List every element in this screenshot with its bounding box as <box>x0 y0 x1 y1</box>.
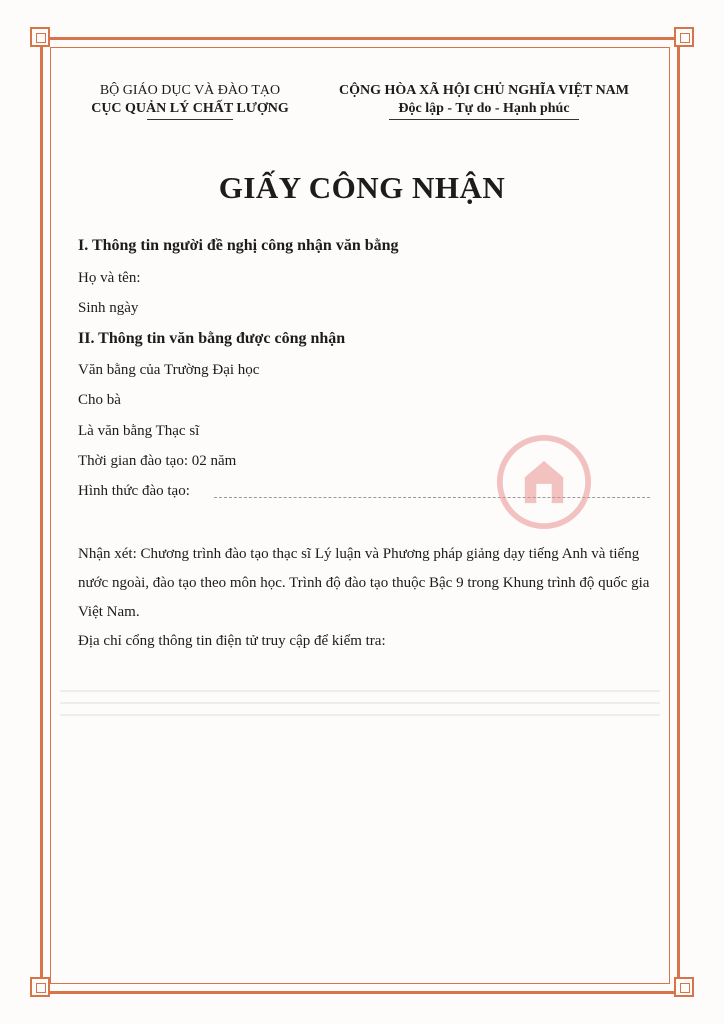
national-motto: Độc lập - Tự do - Hạnh phúc <box>398 101 570 116</box>
remarks-text: Nhận xét: Chương trình đào tạo thạc sĩ Lý luận và Phương pháp giảng dạy tiếng Anh và tiếng nước ngoài, đào tạo theo môn học. Trình độ đào tạo thuộc Bậc 9 trong Khung trình độ quốc gia Việt Nam. <box>78 546 650 620</box>
corner-ornament <box>674 977 694 997</box>
corner-ornament <box>30 977 50 997</box>
recipient-label: Cho bà <box>78 392 121 408</box>
school-label: Văn bằng của Trường Đại học <box>78 362 260 378</box>
section-2-heading: II. Thông tin văn bằng được công nhận <box>78 330 346 347</box>
divider <box>147 119 233 120</box>
dob-label: Sinh ngày <box>78 300 139 316</box>
watermark-logo-icon <box>496 434 592 530</box>
training-mode-label: Hình thức đào tạo: <box>78 483 190 499</box>
background-pattern <box>60 690 660 730</box>
document-title: GIẤY CÔNG NHẬN <box>218 170 506 205</box>
section-1-heading: I. Thông tin người đề nghị công nhận văn bằng <box>78 237 399 254</box>
national-header <box>314 82 654 120</box>
ministry-name: BỘ GIÁO DỤC VÀ ĐÀO TẠO <box>99 83 281 98</box>
department-name: CỤC QUẢN LÝ CHẤT LƯỢNG <box>91 101 289 116</box>
corner-ornament <box>674 27 694 47</box>
remarks-paragraph <box>78 540 664 656</box>
issuing-authority <box>66 82 314 120</box>
divider <box>389 119 579 120</box>
training-duration: Thời gian đào tạo: 02 năm <box>78 453 237 469</box>
portal-label: Địa chỉ cổng thông tin điện tử truy cập để kiểm tra: <box>78 633 386 649</box>
degree-type: Là văn bằng Thạc sĩ <box>78 423 200 439</box>
republic-name: CỘNG HÒA XÃ HỘI CHỦ NGHĨA VIỆT NAM <box>338 83 629 98</box>
corner-ornament <box>30 27 50 47</box>
name-label: Họ và tên: <box>78 270 141 286</box>
